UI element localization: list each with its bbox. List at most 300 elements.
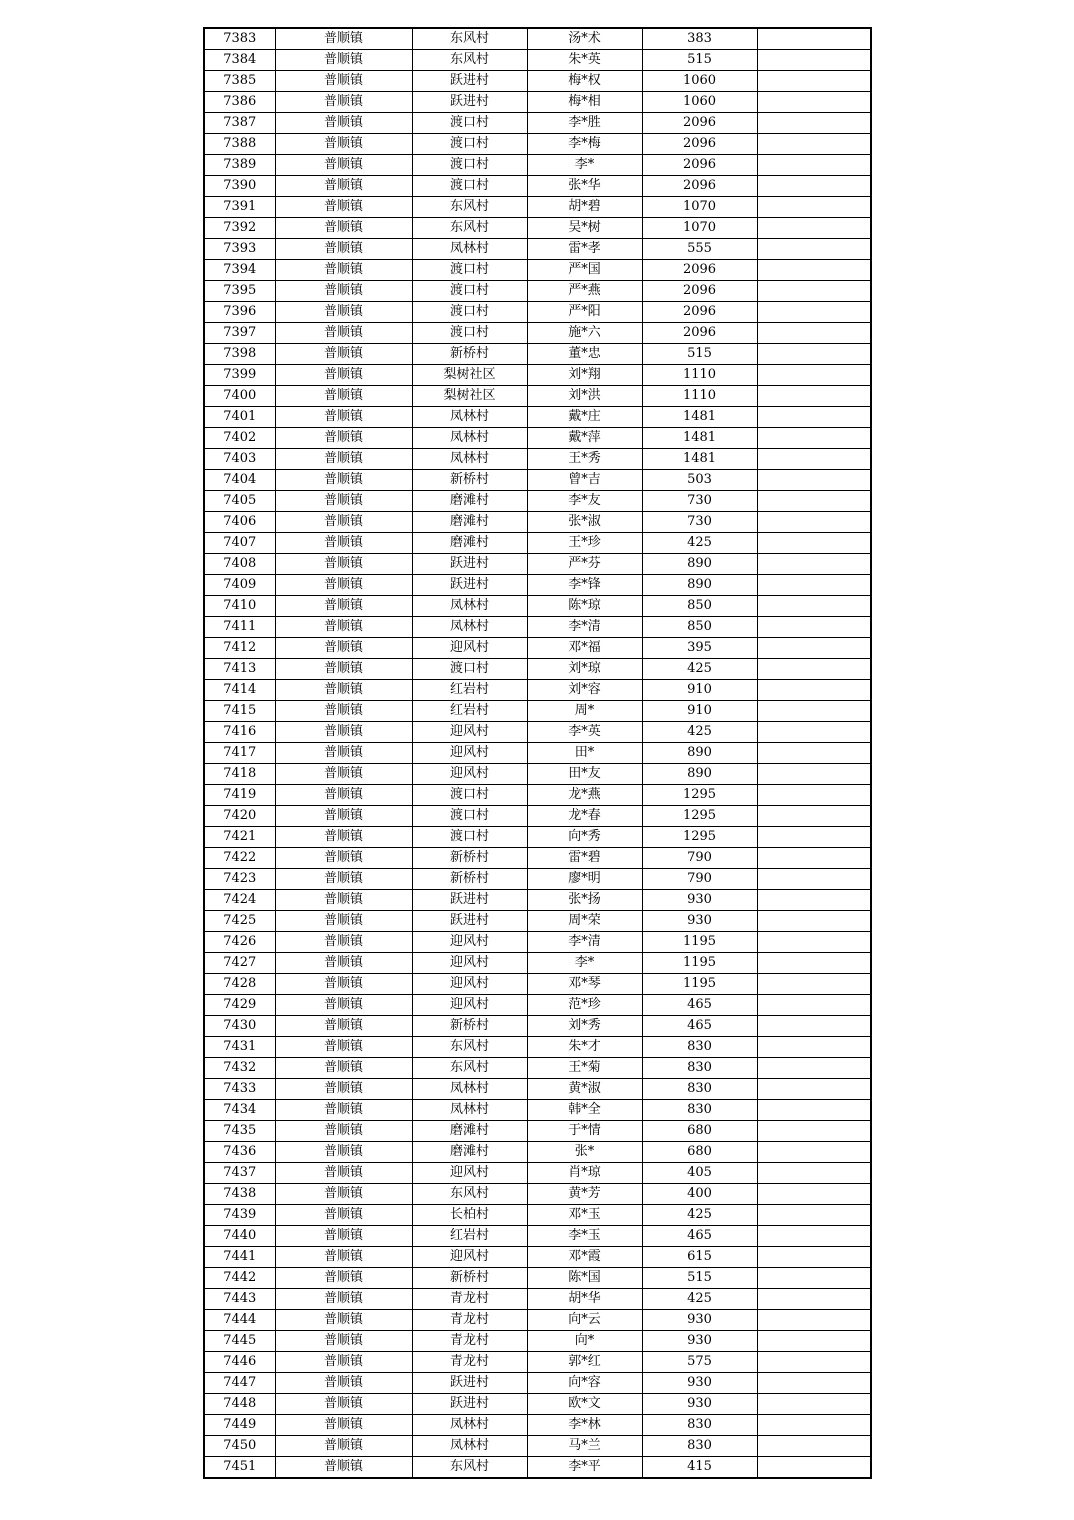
row-number-cell: 7428 — [204, 974, 275, 995]
amount-cell: 2096 — [642, 281, 757, 302]
table-row — [204, 617, 871, 638]
note-cell — [757, 1247, 871, 1268]
town-cell: 普顺镇 — [275, 1268, 412, 1289]
row-number-cell: 7403 — [204, 449, 275, 470]
amount-cell: 680 — [642, 1121, 757, 1142]
table-row — [204, 491, 871, 512]
table-row — [204, 1142, 871, 1163]
row-number-cell: 7429 — [204, 995, 275, 1016]
table-row — [204, 848, 871, 869]
table-row — [204, 1457, 871, 1479]
row-number-cell: 7402 — [204, 428, 275, 449]
village-cell: 渡口村 — [412, 113, 527, 134]
row-number-cell: 7444 — [204, 1310, 275, 1331]
town-cell: 普顺镇 — [275, 1184, 412, 1205]
table-row — [204, 428, 871, 449]
table-row — [204, 1247, 871, 1268]
row-number-cell: 7387 — [204, 113, 275, 134]
amount-cell: 465 — [642, 995, 757, 1016]
amount-cell: 1195 — [642, 953, 757, 974]
row-number-cell: 7389 — [204, 155, 275, 176]
row-number-cell: 7416 — [204, 722, 275, 743]
amount-cell: 465 — [642, 1016, 757, 1037]
table-row — [204, 722, 871, 743]
note-cell — [757, 764, 871, 785]
note-cell — [757, 239, 871, 260]
note-cell — [757, 1163, 871, 1184]
note-cell — [757, 575, 871, 596]
row-number-cell: 7445 — [204, 1331, 275, 1352]
name-cell: 李*友 — [527, 491, 642, 512]
name-cell: 李* — [527, 155, 642, 176]
amount-cell: 465 — [642, 1226, 757, 1247]
town-cell: 普顺镇 — [275, 449, 412, 470]
row-number-cell: 7393 — [204, 239, 275, 260]
village-cell: 渡口村 — [412, 260, 527, 281]
name-cell: 肖*琼 — [527, 1163, 642, 1184]
table-row — [204, 680, 871, 701]
table-row — [204, 659, 871, 680]
village-cell: 渡口村 — [412, 302, 527, 323]
town-cell: 普顺镇 — [275, 1058, 412, 1079]
village-cell: 凤林村 — [412, 428, 527, 449]
amount-cell: 395 — [642, 638, 757, 659]
village-cell: 跃进村 — [412, 1373, 527, 1394]
village-cell: 迎风村 — [412, 953, 527, 974]
table-row — [204, 1079, 871, 1100]
village-cell: 梨树社区 — [412, 386, 527, 407]
note-cell — [757, 1394, 871, 1415]
table-row — [204, 1394, 871, 1415]
town-cell: 普顺镇 — [275, 974, 412, 995]
village-cell: 东风村 — [412, 1457, 527, 1479]
town-cell: 普顺镇 — [275, 134, 412, 155]
note-cell — [757, 911, 871, 932]
note-cell — [757, 1037, 871, 1058]
row-number-cell: 7430 — [204, 1016, 275, 1037]
row-number-cell: 7432 — [204, 1058, 275, 1079]
village-cell: 东风村 — [412, 1058, 527, 1079]
village-cell: 凤林村 — [412, 596, 527, 617]
note-cell — [757, 1289, 871, 1310]
amount-cell: 1481 — [642, 407, 757, 428]
village-cell: 迎风村 — [412, 743, 527, 764]
town-cell: 普顺镇 — [275, 428, 412, 449]
name-cell: 田* — [527, 743, 642, 764]
row-number-cell: 7399 — [204, 365, 275, 386]
table-row — [204, 1058, 871, 1079]
name-cell: 向* — [527, 1331, 642, 1352]
table-row — [204, 785, 871, 806]
note-cell — [757, 680, 871, 701]
town-cell: 普顺镇 — [275, 470, 412, 491]
town-cell: 普顺镇 — [275, 911, 412, 932]
amount-cell: 1070 — [642, 218, 757, 239]
name-cell: 严*芬 — [527, 554, 642, 575]
village-cell: 磨滩村 — [412, 1142, 527, 1163]
village-cell: 跃进村 — [412, 890, 527, 911]
town-cell: 普顺镇 — [275, 680, 412, 701]
note-cell — [757, 1205, 871, 1226]
amount-cell: 405 — [642, 1163, 757, 1184]
name-cell: 李*胜 — [527, 113, 642, 134]
note-cell — [757, 1226, 871, 1247]
name-cell: 梅*相 — [527, 92, 642, 113]
village-cell: 东风村 — [412, 1184, 527, 1205]
town-cell: 普顺镇 — [275, 1142, 412, 1163]
village-cell: 红岩村 — [412, 1226, 527, 1247]
note-cell — [757, 659, 871, 680]
table-row — [204, 155, 871, 176]
table-row — [204, 1289, 871, 1310]
town-cell: 普顺镇 — [275, 1037, 412, 1058]
row-number-cell: 7447 — [204, 1373, 275, 1394]
name-cell: 汤*术 — [527, 28, 642, 50]
village-cell: 凤林村 — [412, 1079, 527, 1100]
row-number-cell: 7423 — [204, 869, 275, 890]
row-number-cell: 7419 — [204, 785, 275, 806]
table-row — [204, 911, 871, 932]
table-row — [204, 890, 871, 911]
village-cell: 渡口村 — [412, 155, 527, 176]
amount-cell: 415 — [642, 1457, 757, 1479]
amount-cell: 2096 — [642, 113, 757, 134]
row-number-cell: 7413 — [204, 659, 275, 680]
town-cell: 普顺镇 — [275, 323, 412, 344]
amount-cell: 930 — [642, 1394, 757, 1415]
village-cell: 凤林村 — [412, 239, 527, 260]
amount-cell: 830 — [642, 1079, 757, 1100]
note-cell — [757, 701, 871, 722]
note-cell — [757, 932, 871, 953]
town-cell: 普顺镇 — [275, 848, 412, 869]
note-cell — [757, 50, 871, 71]
amount-cell: 1481 — [642, 428, 757, 449]
town-cell: 普顺镇 — [275, 1016, 412, 1037]
table-row — [204, 974, 871, 995]
town-cell: 普顺镇 — [275, 1352, 412, 1373]
row-number-cell: 7408 — [204, 554, 275, 575]
row-number-cell: 7443 — [204, 1289, 275, 1310]
village-cell: 磨滩村 — [412, 512, 527, 533]
town-cell: 普顺镇 — [275, 1247, 412, 1268]
row-number-cell: 7448 — [204, 1394, 275, 1415]
note-cell — [757, 1121, 871, 1142]
row-number-cell: 7394 — [204, 260, 275, 281]
amount-cell: 425 — [642, 533, 757, 554]
row-number-cell: 7427 — [204, 953, 275, 974]
village-cell: 东风村 — [412, 197, 527, 218]
note-cell — [757, 344, 871, 365]
amount-cell: 2096 — [642, 302, 757, 323]
town-cell: 普顺镇 — [275, 1415, 412, 1436]
town-cell: 普顺镇 — [275, 1226, 412, 1247]
village-cell: 长柏村 — [412, 1205, 527, 1226]
data-table — [203, 27, 872, 1479]
town-cell: 普顺镇 — [275, 827, 412, 848]
amount-cell: 830 — [642, 1415, 757, 1436]
table-row — [204, 1373, 871, 1394]
name-cell: 王*菊 — [527, 1058, 642, 1079]
row-number-cell: 7405 — [204, 491, 275, 512]
note-cell — [757, 449, 871, 470]
name-cell: 黄*芳 — [527, 1184, 642, 1205]
village-cell: 磨滩村 — [412, 533, 527, 554]
row-number-cell: 7451 — [204, 1457, 275, 1479]
town-cell: 普顺镇 — [275, 302, 412, 323]
amount-cell: 930 — [642, 1331, 757, 1352]
town-cell: 普顺镇 — [275, 71, 412, 92]
town-cell: 普顺镇 — [275, 281, 412, 302]
amount-cell: 575 — [642, 1352, 757, 1373]
village-cell: 渡口村 — [412, 785, 527, 806]
name-cell: 李*清 — [527, 932, 642, 953]
town-cell: 普顺镇 — [275, 50, 412, 71]
village-cell: 凤林村 — [412, 1436, 527, 1457]
town-cell: 普顺镇 — [275, 1394, 412, 1415]
note-cell — [757, 827, 871, 848]
town-cell: 普顺镇 — [275, 701, 412, 722]
town-cell: 普顺镇 — [275, 1289, 412, 1310]
amount-cell: 830 — [642, 1436, 757, 1457]
table-row — [204, 1352, 871, 1373]
name-cell: 刘*秀 — [527, 1016, 642, 1037]
row-number-cell: 7434 — [204, 1100, 275, 1121]
row-number-cell: 7388 — [204, 134, 275, 155]
village-cell: 东风村 — [412, 1037, 527, 1058]
table-row — [204, 1226, 871, 1247]
amount-cell: 830 — [642, 1100, 757, 1121]
name-cell: 李*梅 — [527, 134, 642, 155]
name-cell: 龙*春 — [527, 806, 642, 827]
note-cell — [757, 974, 871, 995]
town-cell: 普顺镇 — [275, 365, 412, 386]
amount-cell: 2096 — [642, 155, 757, 176]
note-cell — [757, 638, 871, 659]
village-cell: 跃进村 — [412, 554, 527, 575]
note-cell — [757, 470, 871, 491]
town-cell: 普顺镇 — [275, 869, 412, 890]
amount-cell: 2096 — [642, 323, 757, 344]
table-row — [204, 28, 871, 50]
row-number-cell: 7410 — [204, 596, 275, 617]
town-cell: 普顺镇 — [275, 239, 412, 260]
row-number-cell: 7418 — [204, 764, 275, 785]
village-cell: 渡口村 — [412, 827, 527, 848]
row-number-cell: 7395 — [204, 281, 275, 302]
name-cell: 张*扬 — [527, 890, 642, 911]
town-cell: 普顺镇 — [275, 1163, 412, 1184]
table-row — [204, 449, 871, 470]
village-cell: 跃进村 — [412, 71, 527, 92]
village-cell: 渡口村 — [412, 176, 527, 197]
name-cell: 胡*碧 — [527, 197, 642, 218]
town-cell: 普顺镇 — [275, 1121, 412, 1142]
row-number-cell: 7406 — [204, 512, 275, 533]
name-cell: 朱*英 — [527, 50, 642, 71]
note-cell — [757, 806, 871, 827]
town-cell: 普顺镇 — [275, 617, 412, 638]
village-cell: 青龙村 — [412, 1331, 527, 1352]
note-cell — [757, 953, 871, 974]
name-cell: 黄*淑 — [527, 1079, 642, 1100]
amount-cell: 790 — [642, 869, 757, 890]
note-cell — [757, 1016, 871, 1037]
table-row — [204, 323, 871, 344]
row-number-cell: 7391 — [204, 197, 275, 218]
row-number-cell: 7450 — [204, 1436, 275, 1457]
village-cell: 青龙村 — [412, 1352, 527, 1373]
note-cell — [757, 869, 871, 890]
village-cell: 新桥村 — [412, 848, 527, 869]
row-number-cell: 7441 — [204, 1247, 275, 1268]
table-row — [204, 1331, 871, 1352]
table-row — [204, 386, 871, 407]
note-cell — [757, 302, 871, 323]
town-cell: 普顺镇 — [275, 806, 412, 827]
row-number-cell: 7425 — [204, 911, 275, 932]
name-cell: 张*淑 — [527, 512, 642, 533]
table-row — [204, 575, 871, 596]
table-row — [204, 1037, 871, 1058]
village-cell: 新桥村 — [412, 1268, 527, 1289]
amount-cell: 890 — [642, 764, 757, 785]
table-row — [204, 995, 871, 1016]
note-cell — [757, 176, 871, 197]
table-row — [204, 743, 871, 764]
amount-cell: 1295 — [642, 827, 757, 848]
name-cell: 李*清 — [527, 617, 642, 638]
table-row — [204, 1121, 871, 1142]
table-row — [204, 701, 871, 722]
table-row — [204, 218, 871, 239]
row-number-cell: 7411 — [204, 617, 275, 638]
table-row — [204, 113, 871, 134]
table-row — [204, 1415, 871, 1436]
town-cell: 普顺镇 — [275, 386, 412, 407]
note-cell — [757, 1142, 871, 1163]
name-cell: 戴*萍 — [527, 428, 642, 449]
name-cell: 严*燕 — [527, 281, 642, 302]
amount-cell: 890 — [642, 575, 757, 596]
note-cell — [757, 785, 871, 806]
town-cell: 普顺镇 — [275, 953, 412, 974]
amount-cell: 850 — [642, 596, 757, 617]
name-cell: 向*秀 — [527, 827, 642, 848]
village-cell: 梨树社区 — [412, 365, 527, 386]
name-cell: 雷*孝 — [527, 239, 642, 260]
town-cell: 普顺镇 — [275, 512, 412, 533]
village-cell: 东风村 — [412, 50, 527, 71]
note-cell — [757, 71, 871, 92]
table-row — [204, 197, 871, 218]
name-cell: 刘*翔 — [527, 365, 642, 386]
row-number-cell: 7439 — [204, 1205, 275, 1226]
village-cell: 凤林村 — [412, 617, 527, 638]
village-cell: 红岩村 — [412, 680, 527, 701]
row-number-cell: 7440 — [204, 1226, 275, 1247]
village-cell: 新桥村 — [412, 344, 527, 365]
row-number-cell: 7414 — [204, 680, 275, 701]
row-number-cell: 7401 — [204, 407, 275, 428]
town-cell: 普顺镇 — [275, 554, 412, 575]
amount-cell: 515 — [642, 344, 757, 365]
amount-cell: 515 — [642, 1268, 757, 1289]
note-cell — [757, 1352, 871, 1373]
amount-cell: 503 — [642, 470, 757, 491]
town-cell: 普顺镇 — [275, 533, 412, 554]
amount-cell: 930 — [642, 890, 757, 911]
name-cell: 张* — [527, 1142, 642, 1163]
table-row — [204, 932, 871, 953]
town-cell: 普顺镇 — [275, 785, 412, 806]
village-cell: 东风村 — [412, 28, 527, 50]
row-number-cell: 7392 — [204, 218, 275, 239]
name-cell: 刘*洪 — [527, 386, 642, 407]
town-cell: 普顺镇 — [275, 722, 412, 743]
village-cell: 渡口村 — [412, 323, 527, 344]
table-row — [204, 176, 871, 197]
row-number-cell: 7449 — [204, 1415, 275, 1436]
village-cell: 迎风村 — [412, 995, 527, 1016]
table-row — [204, 554, 871, 575]
amount-cell: 425 — [642, 659, 757, 680]
row-number-cell: 7397 — [204, 323, 275, 344]
note-cell — [757, 281, 871, 302]
amount-cell: 1110 — [642, 386, 757, 407]
note-cell — [757, 1331, 871, 1352]
table-row — [204, 869, 871, 890]
note-cell — [757, 1436, 871, 1457]
name-cell: 刘*琼 — [527, 659, 642, 680]
note-cell — [757, 995, 871, 1016]
name-cell: 范*珍 — [527, 995, 642, 1016]
amount-cell: 1195 — [642, 974, 757, 995]
note-cell — [757, 1100, 871, 1121]
name-cell: 严*国 — [527, 260, 642, 281]
village-cell: 凤林村 — [412, 1415, 527, 1436]
note-cell — [757, 1457, 871, 1479]
town-cell: 普顺镇 — [275, 1457, 412, 1479]
town-cell: 普顺镇 — [275, 596, 412, 617]
village-cell: 迎风村 — [412, 974, 527, 995]
table-row — [204, 134, 871, 155]
table-row — [204, 50, 871, 71]
town-cell: 普顺镇 — [275, 197, 412, 218]
town-cell: 普顺镇 — [275, 176, 412, 197]
amount-cell: 425 — [642, 722, 757, 743]
note-cell — [757, 92, 871, 113]
village-cell: 新桥村 — [412, 470, 527, 491]
name-cell: 梅*权 — [527, 71, 642, 92]
name-cell: 廖*明 — [527, 869, 642, 890]
note-cell — [757, 722, 871, 743]
note-cell — [757, 323, 871, 344]
row-number-cell: 7386 — [204, 92, 275, 113]
village-cell: 新桥村 — [412, 869, 527, 890]
town-cell: 普顺镇 — [275, 28, 412, 50]
town-cell: 普顺镇 — [275, 890, 412, 911]
table-row — [204, 512, 871, 533]
name-cell: 向*容 — [527, 1373, 642, 1394]
row-number-cell: 7446 — [204, 1352, 275, 1373]
amount-cell: 1481 — [642, 449, 757, 470]
amount-cell: 1110 — [642, 365, 757, 386]
town-cell: 普顺镇 — [275, 218, 412, 239]
row-number-cell: 7390 — [204, 176, 275, 197]
name-cell: 张*华 — [527, 176, 642, 197]
amount-cell: 790 — [642, 848, 757, 869]
